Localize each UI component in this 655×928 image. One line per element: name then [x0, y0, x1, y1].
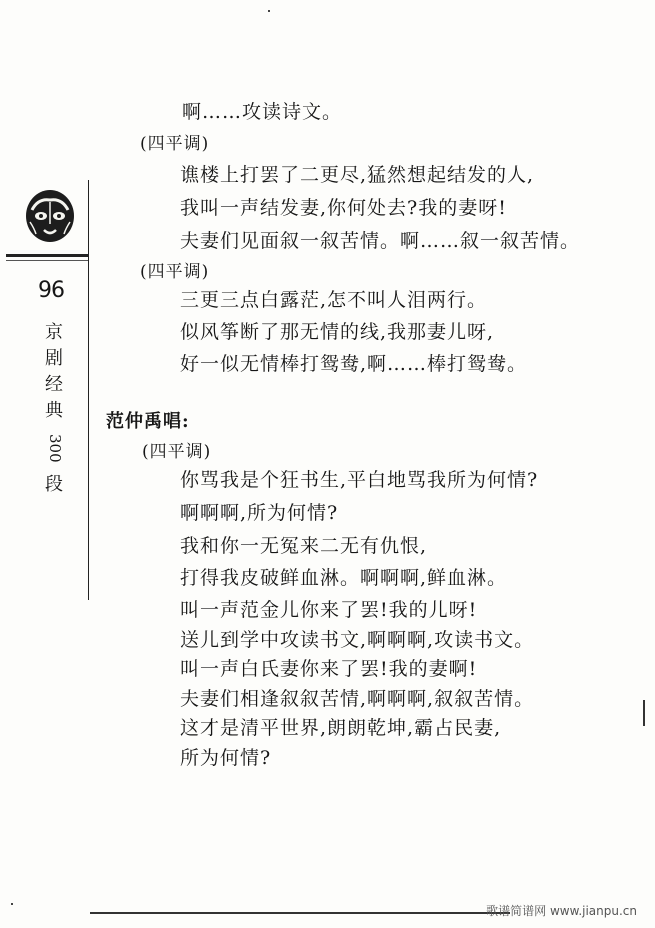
lyric-line: 送儿到学中攻读书文,啊啊啊,攻读书文。 — [180, 629, 535, 651]
lyric-line: 夫妻们见面叙一叙苦情。啊……叙一叙苦情。 — [180, 230, 581, 252]
book-title-char: 段 — [45, 474, 63, 495]
bottom-rule — [90, 912, 510, 914]
lyric-line: 打得我皮破鲜血淋。啊啊啊,鲜血淋。 — [180, 567, 508, 589]
book-title-char: 典 — [45, 400, 63, 421]
sidebar-rule-thin — [6, 260, 88, 261]
watermark: 歌谱简谱网 www.jianpu.cn — [486, 904, 637, 918]
lyric-line: 叫一声范金儿你来了罢!我的儿呀! — [180, 599, 478, 621]
lyric-line: 叫一声白氏妻你来了罢!我的妻啊! — [180, 658, 478, 680]
lyric-line: 似风筝断了那无情的线,我那妻儿呀, — [180, 321, 495, 343]
lyric-line: 好一似无情棒打鸳鸯,啊……棒打鸳鸯。 — [180, 353, 528, 375]
tune-label: (四平调) — [140, 134, 210, 154]
sidebar-vertical-rule — [88, 180, 89, 600]
lyric-line: 三更三点白露茫,怎不叫人泪两行。 — [180, 289, 488, 311]
lyric-line: 夫妻们相逢叙叙苦情,啊啊啊,叙叙苦情。 — [180, 688, 535, 710]
lyric-line: 这才是清平世界,朗朗乾坤,霸占民妻, — [180, 717, 502, 739]
lyric-line: 谯楼上打罢了二更尽,猛然想起结发的人, — [180, 164, 535, 186]
page-number: 96 — [38, 278, 64, 303]
book-title-char: 经 — [45, 374, 63, 395]
lyric-line: 我叫一声结发妻,你何处去?我的妻呀! — [180, 197, 507, 219]
lyric-line: 我和你一无冤来二无有仇恨, — [180, 535, 428, 557]
book-title-char: 300 — [46, 433, 64, 463]
sidebar-rule — [6, 254, 88, 257]
speaker-heading: 范仲禹唱: — [106, 411, 190, 432]
lyric-line: 啊……攻读诗文。 — [182, 101, 343, 123]
lyric-line: 你骂我是个狂书生,平白地骂我所为何情? — [180, 469, 539, 491]
scan-speck — [11, 903, 13, 905]
scan-margin-mark — [643, 700, 645, 726]
lyric-line: 啊啊啊,所为何情? — [180, 502, 339, 524]
tune-label: (四平调) — [140, 262, 210, 282]
opera-mask-logo-icon — [24, 188, 76, 244]
scan-speck — [268, 10, 270, 12]
book-title-char: 京 — [45, 322, 63, 343]
book-title-char: 剧 — [45, 348, 63, 369]
book-title-vertical — [42, 320, 66, 498]
tune-label: (四平调) — [142, 442, 212, 462]
lyric-line: 所为何情? — [180, 747, 272, 769]
